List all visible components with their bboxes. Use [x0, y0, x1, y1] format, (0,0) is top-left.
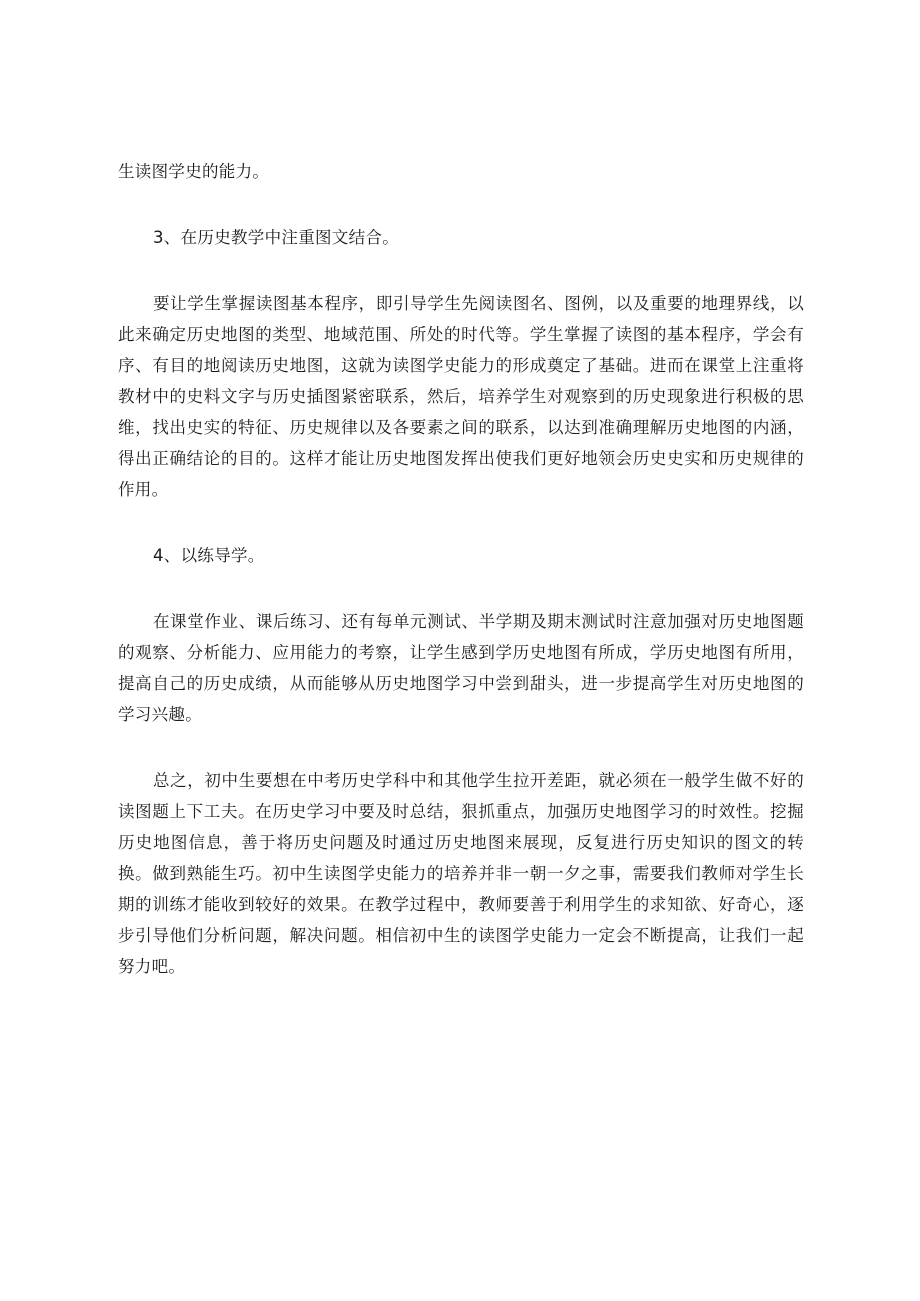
- paragraph-section-4: 在课堂作业、课后练习、还有每单元测试、半学期及期末测试时注意加强对历史地图题的观察、分析能力、应用能力的考察，让学生感到学历史地图有所成，学历史地图有所用，提高自己的历史成绩，从而能够从历史地图学习中尝到甜头，进一步提高学生对历史地图的学习兴趣。: [118, 612, 804, 724]
- document-body: [118, 156, 804, 982]
- section-heading-3: 3、在历史教学中注重图文结合。: [153, 228, 399, 247]
- paragraph-continuation: 生读图学史的能力。: [118, 162, 270, 181]
- paragraph-section-3: 要让学生掌握读图基本程序，即引导学生先阅读图名、图例，以及重要的地理界线，以此来确定历史地图的类型、地域范围、所处的时代等。学生掌握了读图的基本程序，学会有序、有目的地阅读历史地图，这就为读图学史能力的形成奠定了基础。进而在课堂上注重将教材中的史料文字与历史插图紧密联系，然后，培养学生对观察到的历史现象进行积极的思维，找出史实的特征、历史规律以及各要素之间的联系，以达到准确理解历史地图的内涵，得出正确结论的目的。这样才能让历史地图发挥出使我们更好地领会历史史实和历史规律的作用。: [118, 294, 804, 499]
- section-heading-4: 4、以练导学。: [153, 546, 265, 565]
- paragraph-summary: 总之，初中生要想在中考历史学科中和其他学生拉开差距，就必须在一般学生做不好的读图题上下工夫。在历史学习中要及时总结，狠抓重点，加强历史地图学习的时效性。挖掘历史地图信息，善于将历史问题及时通过历史地图来展现，反复进行历史知识的图文的转换。做到熟能生巧。初中生读图学史能力的培养并非一朝一夕之事，需要我们教师对学生长期的训练才能收到较好的效果。在教学过程中，教师要善于利用学生的求知欲、好奇心，逐步引导他们分析问题，解决问题。相信初中生的读图学史能力一定会不断提高，让我们一起努力吧。: [118, 771, 804, 976]
